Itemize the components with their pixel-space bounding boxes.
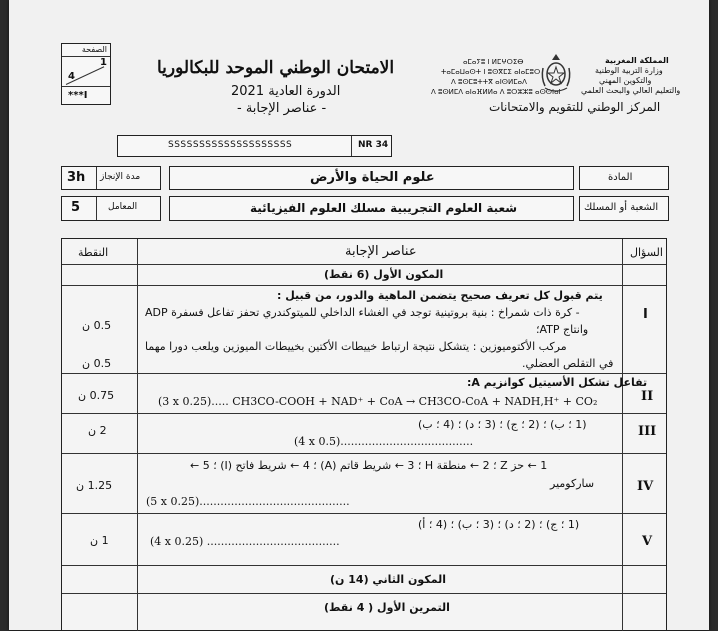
col-answer-header: عناصر الإجابة	[345, 244, 417, 259]
subject-box	[169, 166, 574, 190]
q1-line4: مركب الأكتوميوزين : يتشكل نتيجة ارتباط خييطات الأكتين بخييطات الميوزين ويلعب دورا مهما	[145, 340, 567, 353]
code-s: SSSSSSSSSSSSSSSSSSSS	[168, 140, 293, 150]
subject-label-box	[579, 166, 669, 190]
q5-line2: (4 x 0.25) ......................................	[150, 535, 340, 548]
q5-num: V	[642, 534, 653, 549]
q4-num: IV	[637, 479, 654, 494]
q1-line3: وانتاج ATP؛	[536, 323, 589, 336]
q1-num: I	[643, 307, 648, 322]
q2-num: II	[641, 389, 654, 404]
ministry-line-4: والتعليم العالي والبحث العلمي	[581, 86, 681, 95]
exam-page	[9, 0, 709, 630]
section1-title: المكون الأول (6 نقط)	[324, 268, 444, 281]
answer-table	[61, 238, 667, 630]
q1-score2: 0.5 ن	[82, 357, 112, 370]
section2-title: المكون الثاني (14 ن)	[330, 573, 446, 586]
coef-box	[61, 196, 161, 221]
q3-line1: (1 ؛ ب) ؛ (2 ؛ ج) ؛ (3 ؛ د) ؛ (4 ؛ ب)	[418, 418, 587, 431]
q2-line2: (3 x 0.25)..... CH3CO-COOH + NAD⁺ + CoA → CH3CO-CoA + NADH,H⁺ + CO₂	[158, 395, 598, 408]
q5-line1: (1 ؛ ج) ؛ (2 ؛ د) ؛ (3 ؛ ب) ؛ (4 ؛ أ)	[418, 518, 580, 531]
code-nr: NR 34	[358, 140, 389, 150]
branch-label: الشعبة أو المسلك	[584, 202, 659, 213]
stars-code: ***I	[68, 90, 88, 101]
branch-label-box	[579, 196, 669, 221]
page-total: 4	[68, 71, 75, 82]
q3-line2: (4 x 0.5)......................................	[294, 435, 474, 448]
tifinagh-line-3: ⴷ ⵓⵙⵎⵓⵜⵜⴳ ⴰⵏⵙⵍⵎⴰⴷ	[451, 78, 527, 86]
page-label: الصفحة	[81, 45, 107, 54]
morocco-emblem-icon	[539, 52, 573, 94]
tifinagh-line-4: ⴷ ⵓⵙⵍⵎⴷ ⴰⵏⴰⴼⵍⵍⴰ ⴷ ⵓⵔⵣⵣⵓ ⴰⵙⵙⵏⴰⵏ	[431, 88, 561, 96]
duration-box	[61, 166, 161, 190]
q1-line2: - كرة ذات شمراخ : بنية بروتينية توجد في الغشاء الداخلي للميتوكندري تحفز تفاعل فسفرة ADP	[145, 306, 580, 319]
exam-title: الامتحان الوطني الموحد للبكالوريا	[157, 58, 395, 78]
coef-label: المعامل	[108, 202, 138, 212]
q1-line5: في التقلص العضلي.	[522, 357, 614, 370]
duration-label: مدة الإنجاز	[100, 172, 141, 182]
q4-line2: ساركومير	[550, 477, 595, 490]
branch-box	[169, 196, 574, 221]
q1-line1: يتم قبول كل تعريف صحيح يتضمن الماهية والدور، من قبيل :	[277, 289, 603, 302]
q3-num: III	[638, 424, 657, 439]
subject-value: علوم الحياة والأرض	[310, 170, 435, 185]
tifinagh-line-1: ⴰⵎⴰⵢⵓ ⵏ ⵍⵎⵖⵔⵉⴱ	[463, 58, 524, 66]
exercise1-title: التمرين الأول ( 4 نقط)	[324, 601, 450, 614]
q1-score1: 0.5 ن	[82, 319, 112, 332]
q5-score: 1 ن	[90, 534, 109, 547]
q2-line1: تفاعل تشكل الأسيتيل كوانزيم A:	[467, 376, 648, 389]
ministry-line-1: المملكة المغربية	[605, 56, 669, 65]
duration-value: 3h	[67, 170, 86, 185]
exam-session: الدورة العادية 2021	[231, 84, 341, 99]
code-bar	[117, 135, 392, 157]
answer-elements-title: - عناصر الإجابة -	[237, 101, 327, 116]
coef-value: 5	[71, 200, 81, 215]
branch-value: شعبة العلوم التجريبية مسلك العلوم الفيزيائية	[250, 201, 518, 215]
q4-line3: (5 x 0.25)...........................................	[146, 495, 350, 508]
col-question-header: السؤال	[630, 246, 663, 259]
q4-line1: 1 ← حز Z ؛ 2 ← منطقة H ؛ 3 ← شريط قاتم (A) ؛ 4 ← شريط فاتح (I) ؛ 5 ←	[190, 459, 548, 472]
ministry-line-2: وزارة التربية الوطنية	[595, 66, 663, 75]
q2-score: 0.75 ن	[78, 389, 115, 402]
tifinagh-line-2: ⵜⴰⵎⴰⵡⴰⵙⵜ ⵏ ⵓⵙⴳⵎⵉ ⴰⵏⴰⵎⵓⵔ	[441, 68, 541, 76]
q3-score: 2 ن	[88, 424, 107, 437]
ministry-line-3: والتكوين المهني	[599, 76, 652, 85]
subject-label: المادة	[608, 172, 633, 183]
col-score-header: النقطة	[78, 246, 109, 259]
q4-score: 1.25 ن	[76, 479, 113, 492]
page-num: 1	[100, 57, 107, 68]
evaluation-center: المركز الوطني للتقويم والامتحانات	[489, 100, 661, 114]
page-number-box	[61, 43, 111, 105]
